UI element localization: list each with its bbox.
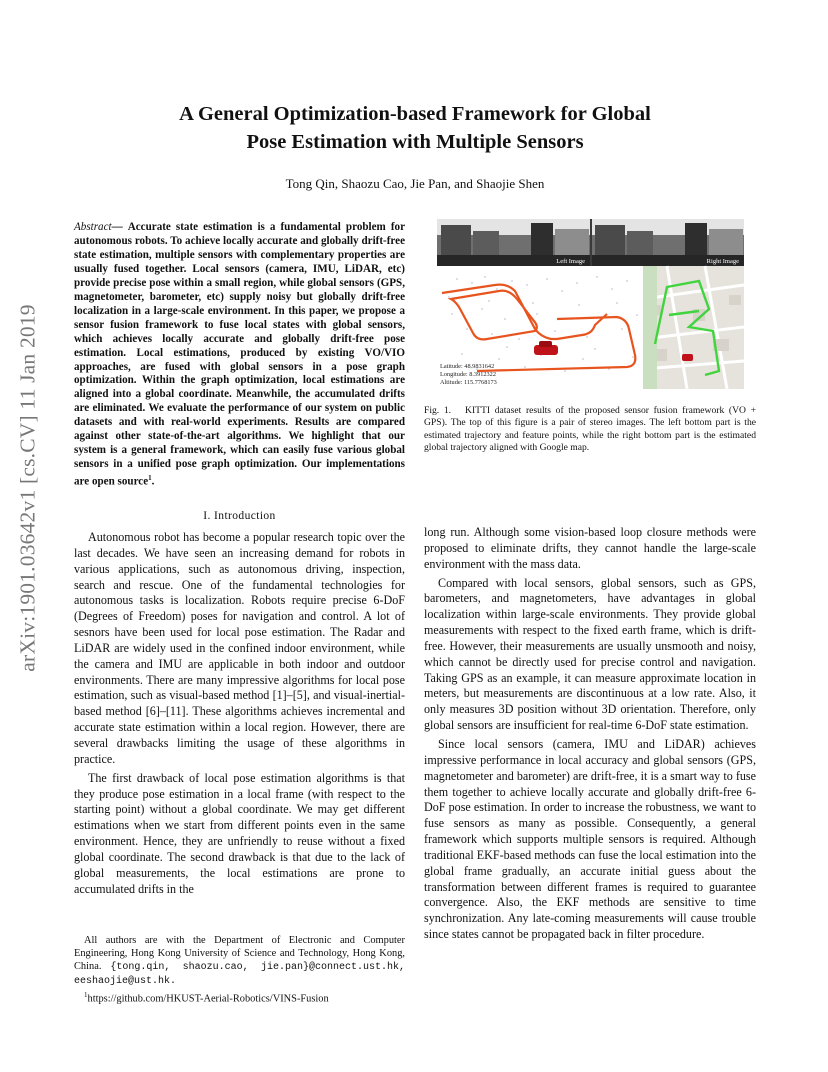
- left-paragraph-2: The first drawback of local pose estimation algorithms is that they produce pose estimation in a local frame (with respect to the starting point) without a global coordinate. We may get different estimations when we start from different points even in the same environment. Hence, they are unfriendly to reuse without a fixed global coordinate. The second drawback is that due to the lack of global measurements, the local estimations are prone to accumulated drifts in the: [74, 770, 405, 896]
- code-url-link[interactable]: https://github.com/HKUST-Aerial-Robotics/VINS-Fusion: [87, 993, 329, 1005]
- url-footnote: [74, 989, 405, 1006]
- right-column: [424, 525, 756, 943]
- title-line-1: A General Optimization-based Framework for Global: [179, 103, 651, 125]
- arxiv-identifier: [8, 290, 48, 685]
- paper-title: [120, 100, 710, 156]
- figure-caption-text: KITTI dataset results of the proposed sensor fusion framework (VO + GPS). The top of this figure is a pair of stereo images. The left bottom part is the estimated trajectory and feature points, while the right bottom part is the estimated global trajectory aligned with Google map.: [424, 405, 756, 453]
- author-list: Tong Qin, Shaozu Cao, Jie Pan, and Shaojie Shen: [285, 176, 545, 191]
- figure-graphic: [437, 219, 744, 389]
- abstract-text: Accurate state estimation is a fundamental problem for autonomous robots. To achieve locally accurate and globally drift-free state estimation, multiple sensors with complementary properties are usually fused together. Local sensors (camera, IMU, LiDAR, etc) provide precise pose within a small region, while global sensors (GPS, magnetometer, barometer, etc) supply noisy but globally drift-free localization in a large-scale environment. In this paper, we propose a sensor fusion framework to fuse local states with global sensors, which achieves locally accurate and globally drift-free pose estimation. Local estimations, produced by existing VO/VIO approaches, are fused with global sensors in a pose graph optimization. Within the graph optimization, local estimations are aligned into a global coordinate. Meanwhile, the accumulated drifts are eliminated. We evaluate the performance of our system on public datasets and with real-world experiments. Results are compared against other state-of-the-art algorithms. We highlight that our system is a general framework, which can easily fuse various global sensors in a unified pose graph optimization. Our implementations are open source: [74, 221, 405, 488]
- footnotes: [74, 935, 405, 1006]
- longitude-readout: Longitude: 8.3912322: [440, 371, 496, 378]
- abstract-footnote-mark: 1: [148, 474, 152, 483]
- abstract-label: Abstract: [74, 221, 112, 233]
- abstract-end: .: [151, 475, 155, 488]
- right-paragraph-3: Since local sensors (camera, IMU and LiDAR) achieves impressive performance in local accuracy and global sensors (GPS, magnetometer and barometer) are drift-free, it is a smart way to fuse them together to achieve locally accurate and globally drift-free 6-DoF pose estimation. In order to increase the robustness, we want to fuse sensors as many as possible. Consequently, a general framework which supports multiple sensors is required. Although traditional EKF-based methods can fuse the local estimation into the global frame gradually, an accurate initial guess about the transformation between different frames is required to guarantee convergence. Also, the EKF methods are sensitive to time synchronization. Any late-coming measurements will cause trouble since states cannot be propagated back in filter procedure.: [424, 736, 756, 942]
- trajectory-point-cloud-view: [437, 266, 643, 389]
- altitude-readout: Altitude: 115.7768173: [440, 379, 497, 386]
- url-footnote-mark: 1: [84, 990, 88, 999]
- right-paragraph-2: Compared with local sensors, global sensors, such as GPS, barometers, and magnetometers, have advantages in global localization within large-scale environments. They provide global measurements with respect to the fixed earth frame, which is drift-free. However, their measurements are usually unsmooth and noisy, which cannot be directly used for precise control and navigation. Taking GPS as an example, it can measure approximate location in meters, but measurements are discontinuous at a low rate. Also, it only measures 3D position without 3D orientation. Therefore, only global sensors are insufficient for real-time 6-DoF state estimation.: [424, 575, 756, 733]
- affiliation-text: All authors are with the Department of Electronic and Computer Engineering, Hong Kong University of Science and Technology, Hong Kong, China.: [74, 935, 405, 972]
- right-paragraph-1: long run. Although some vision-based loop closure methods were proposed to eliminate drifts, they cannot handle the large-scale environment with the mass data.: [424, 525, 756, 571]
- map-vehicle-marker: [682, 354, 693, 361]
- figure-number: Fig. 1.: [424, 405, 452, 416]
- section-heading: I. Introduction: [203, 510, 276, 522]
- affiliation-footnote: [74, 935, 405, 989]
- left-image-label: Left Image: [556, 258, 585, 265]
- google-map-view: [643, 266, 744, 389]
- left-paragraph-1: Autonomous robot has become a popular research topic over the last decades. We have seen an increasing demand for robots in various applications, such as autonomous driving, inspection, search and rescue. One of the fundamental technologies for autonomous tasks is localization. Robots require precise 6-DoF (Degrees of Freedom) poses for navigation and control. A lot of sesnors have been used for local pose estimation. The Radar and LiDAR are widely used in the confined indoor environment, while the camera and IMU are applicable in both indoor and outdoor environments. There are many impressive algorithms for local pose estimation, such as visual-based method [1]–[5], and visual-inertial-based method [6]–[11]. These algorithms achieves incremental and accurate state estimation within a local region. However, there are several drawbacks limiting the usage of these algorithms in practice.: [74, 530, 405, 766]
- figure-caption: [424, 405, 756, 454]
- figure-kitti-results: [437, 219, 744, 389]
- author-emails: {tong.qin, shaozu.cao, jie.pan}@connect.ust.hk, eeshaojie@ust.hk.: [74, 961, 405, 987]
- abstract-dash: —: [111, 221, 128, 233]
- arxiv-identifier-text: arXiv:1901.03642v1 [cs.CV] 11 Jan 2019: [15, 303, 40, 672]
- abstract: [74, 221, 405, 490]
- latitude-readout: Latitude: 48.9831642: [440, 363, 495, 370]
- title-line-2: Pose Estimation with Multiple Sensors: [246, 131, 584, 153]
- right-image-label: Right Image: [706, 258, 739, 265]
- left-column: [74, 530, 405, 897]
